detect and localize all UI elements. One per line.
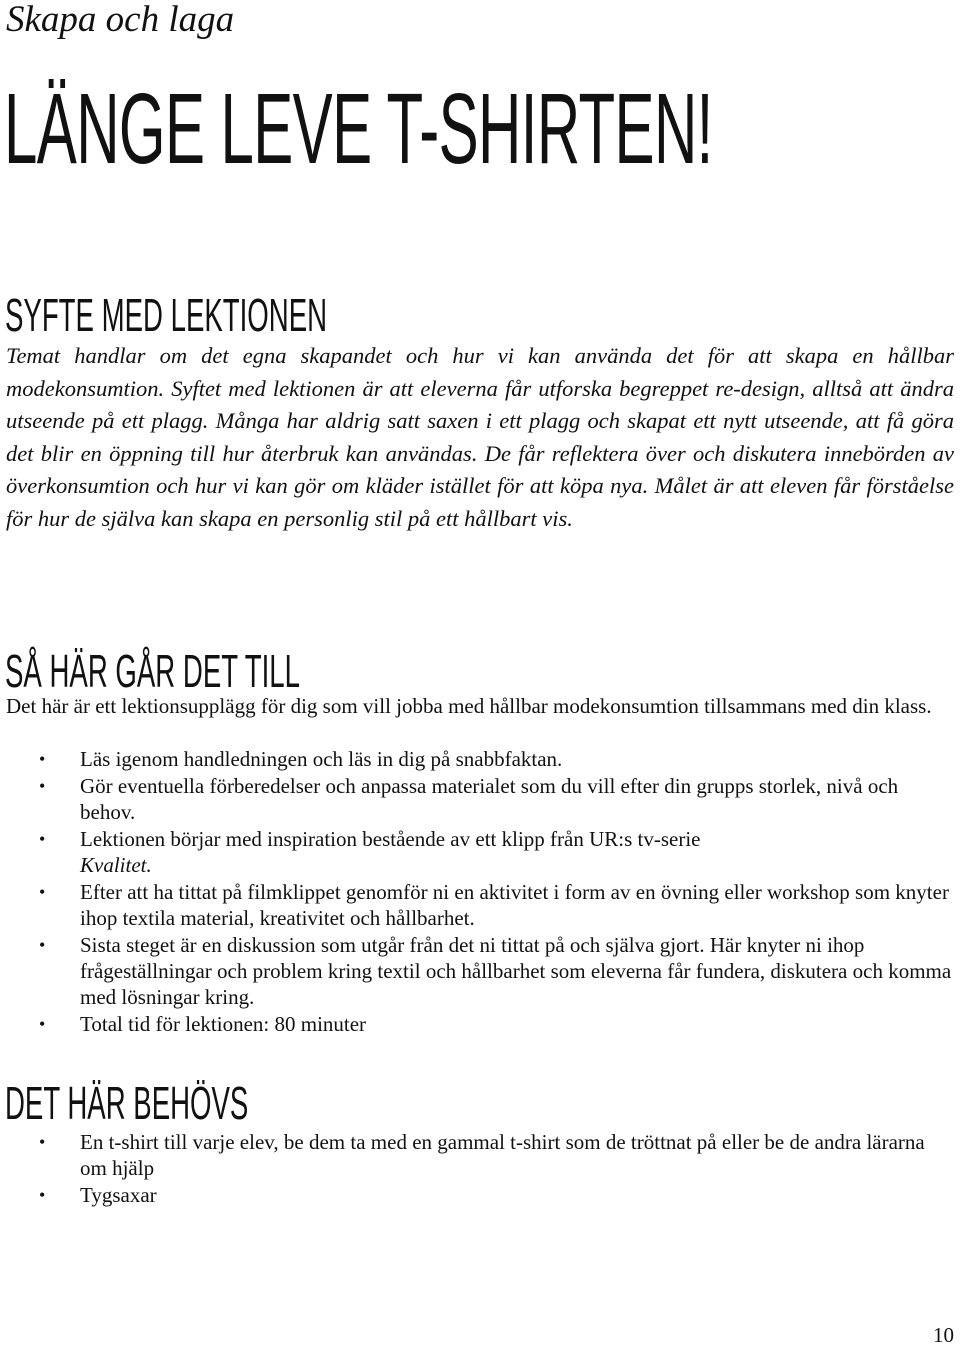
needs-list	[6, 1129, 954, 1209]
bullet-icon: •	[39, 1132, 46, 1152]
syfte-paragraph: Temat handlar om det egna skapandet och hur vi kan använda det för att skapa en hållbar modekonsumtion. Syftet med lektionen är att eleverna får utforska begreppet re-design, alltså att ändra utseende på ett plagg. Många har aldrig satt saxen i ett plagg och skapat ett nytt utseende, att få göra det blir en öppning till hur återbruk kan användas. De får reflektera över och diskutera innebörden av överkonsumtion och hur vi kan gör om kläder istället för att köpa nya. Målet är att eleven får förståelse för hur de själva kan skapa en personlig stil på ett hållbart vis.	[6, 343, 954, 531]
need-text: Tygsaxar	[80, 1183, 157, 1207]
list-item	[6, 746, 954, 772]
series-name: Kvalitet.	[80, 853, 152, 877]
step-text: Gör eventuella förberedelser och anpassa materialet som du vill efter din grupps storlek, nivå och behov.	[80, 774, 899, 824]
page-title: LÄNGE LEVE T-SHIRTEN!	[4, 73, 713, 185]
step-text: Lektionen börjar med inspiration bestående av ett klipp från UR:s tv-serie	[80, 827, 701, 851]
section-kicker: Skapa och laga	[6, 0, 235, 40]
bullet-icon: •	[39, 935, 46, 955]
list-item	[6, 826, 954, 878]
sa-har-intro: Det här är ett lektionsupplägg för dig som vill jobba med hållbar modekonsumtion tillsammans med din klass.	[6, 694, 932, 718]
bullet-icon: •	[39, 776, 46, 796]
list-item	[6, 879, 954, 931]
step-text: Efter att ha tittat på filmklippet genomför ni en aktivitet i form av en övning eller workshop som knyter ihop textila material, kreativitet och hållbarhet.	[80, 880, 949, 930]
heading-syfte: SYFTE MED LEKTIONEN	[5, 289, 328, 341]
list-item	[6, 1011, 954, 1037]
bullet-icon: •	[39, 749, 46, 769]
bullet-icon: •	[39, 829, 46, 849]
bullet-icon: •	[39, 1185, 46, 1205]
list-item	[6, 773, 954, 825]
heading-det-har: DET HÄR BEHÖVS	[5, 1077, 249, 1129]
bullet-icon: •	[39, 882, 46, 902]
step-text: Sista steget är en diskussion som utgår från det ni tittat på och själva gjort. Här knyter ni ihop frågeställningar och problem kring textil och hållbarhet som eleverna får fundera, diskutera och komma med lösningar kring.	[80, 933, 952, 1009]
list-item	[6, 932, 954, 1010]
need-text: En t-shirt till varje elev, be dem ta med en gammal t-shirt som de tröttnat på eller be de andra lärarna om hjälp	[80, 1130, 925, 1180]
step-text: Total tid för lektionen: 80 minuter	[80, 1012, 367, 1036]
list-item	[6, 1129, 954, 1181]
steps-list	[6, 746, 954, 1038]
list-item	[6, 1182, 954, 1208]
heading-sa-har: SÅ HÄR GÅR DET TILL	[5, 645, 301, 697]
page-number: 10	[933, 1323, 954, 1347]
step-text: Läs igenom handledningen och läs in dig på snabbfaktan.	[80, 747, 563, 771]
bullet-icon: •	[39, 1014, 46, 1034]
